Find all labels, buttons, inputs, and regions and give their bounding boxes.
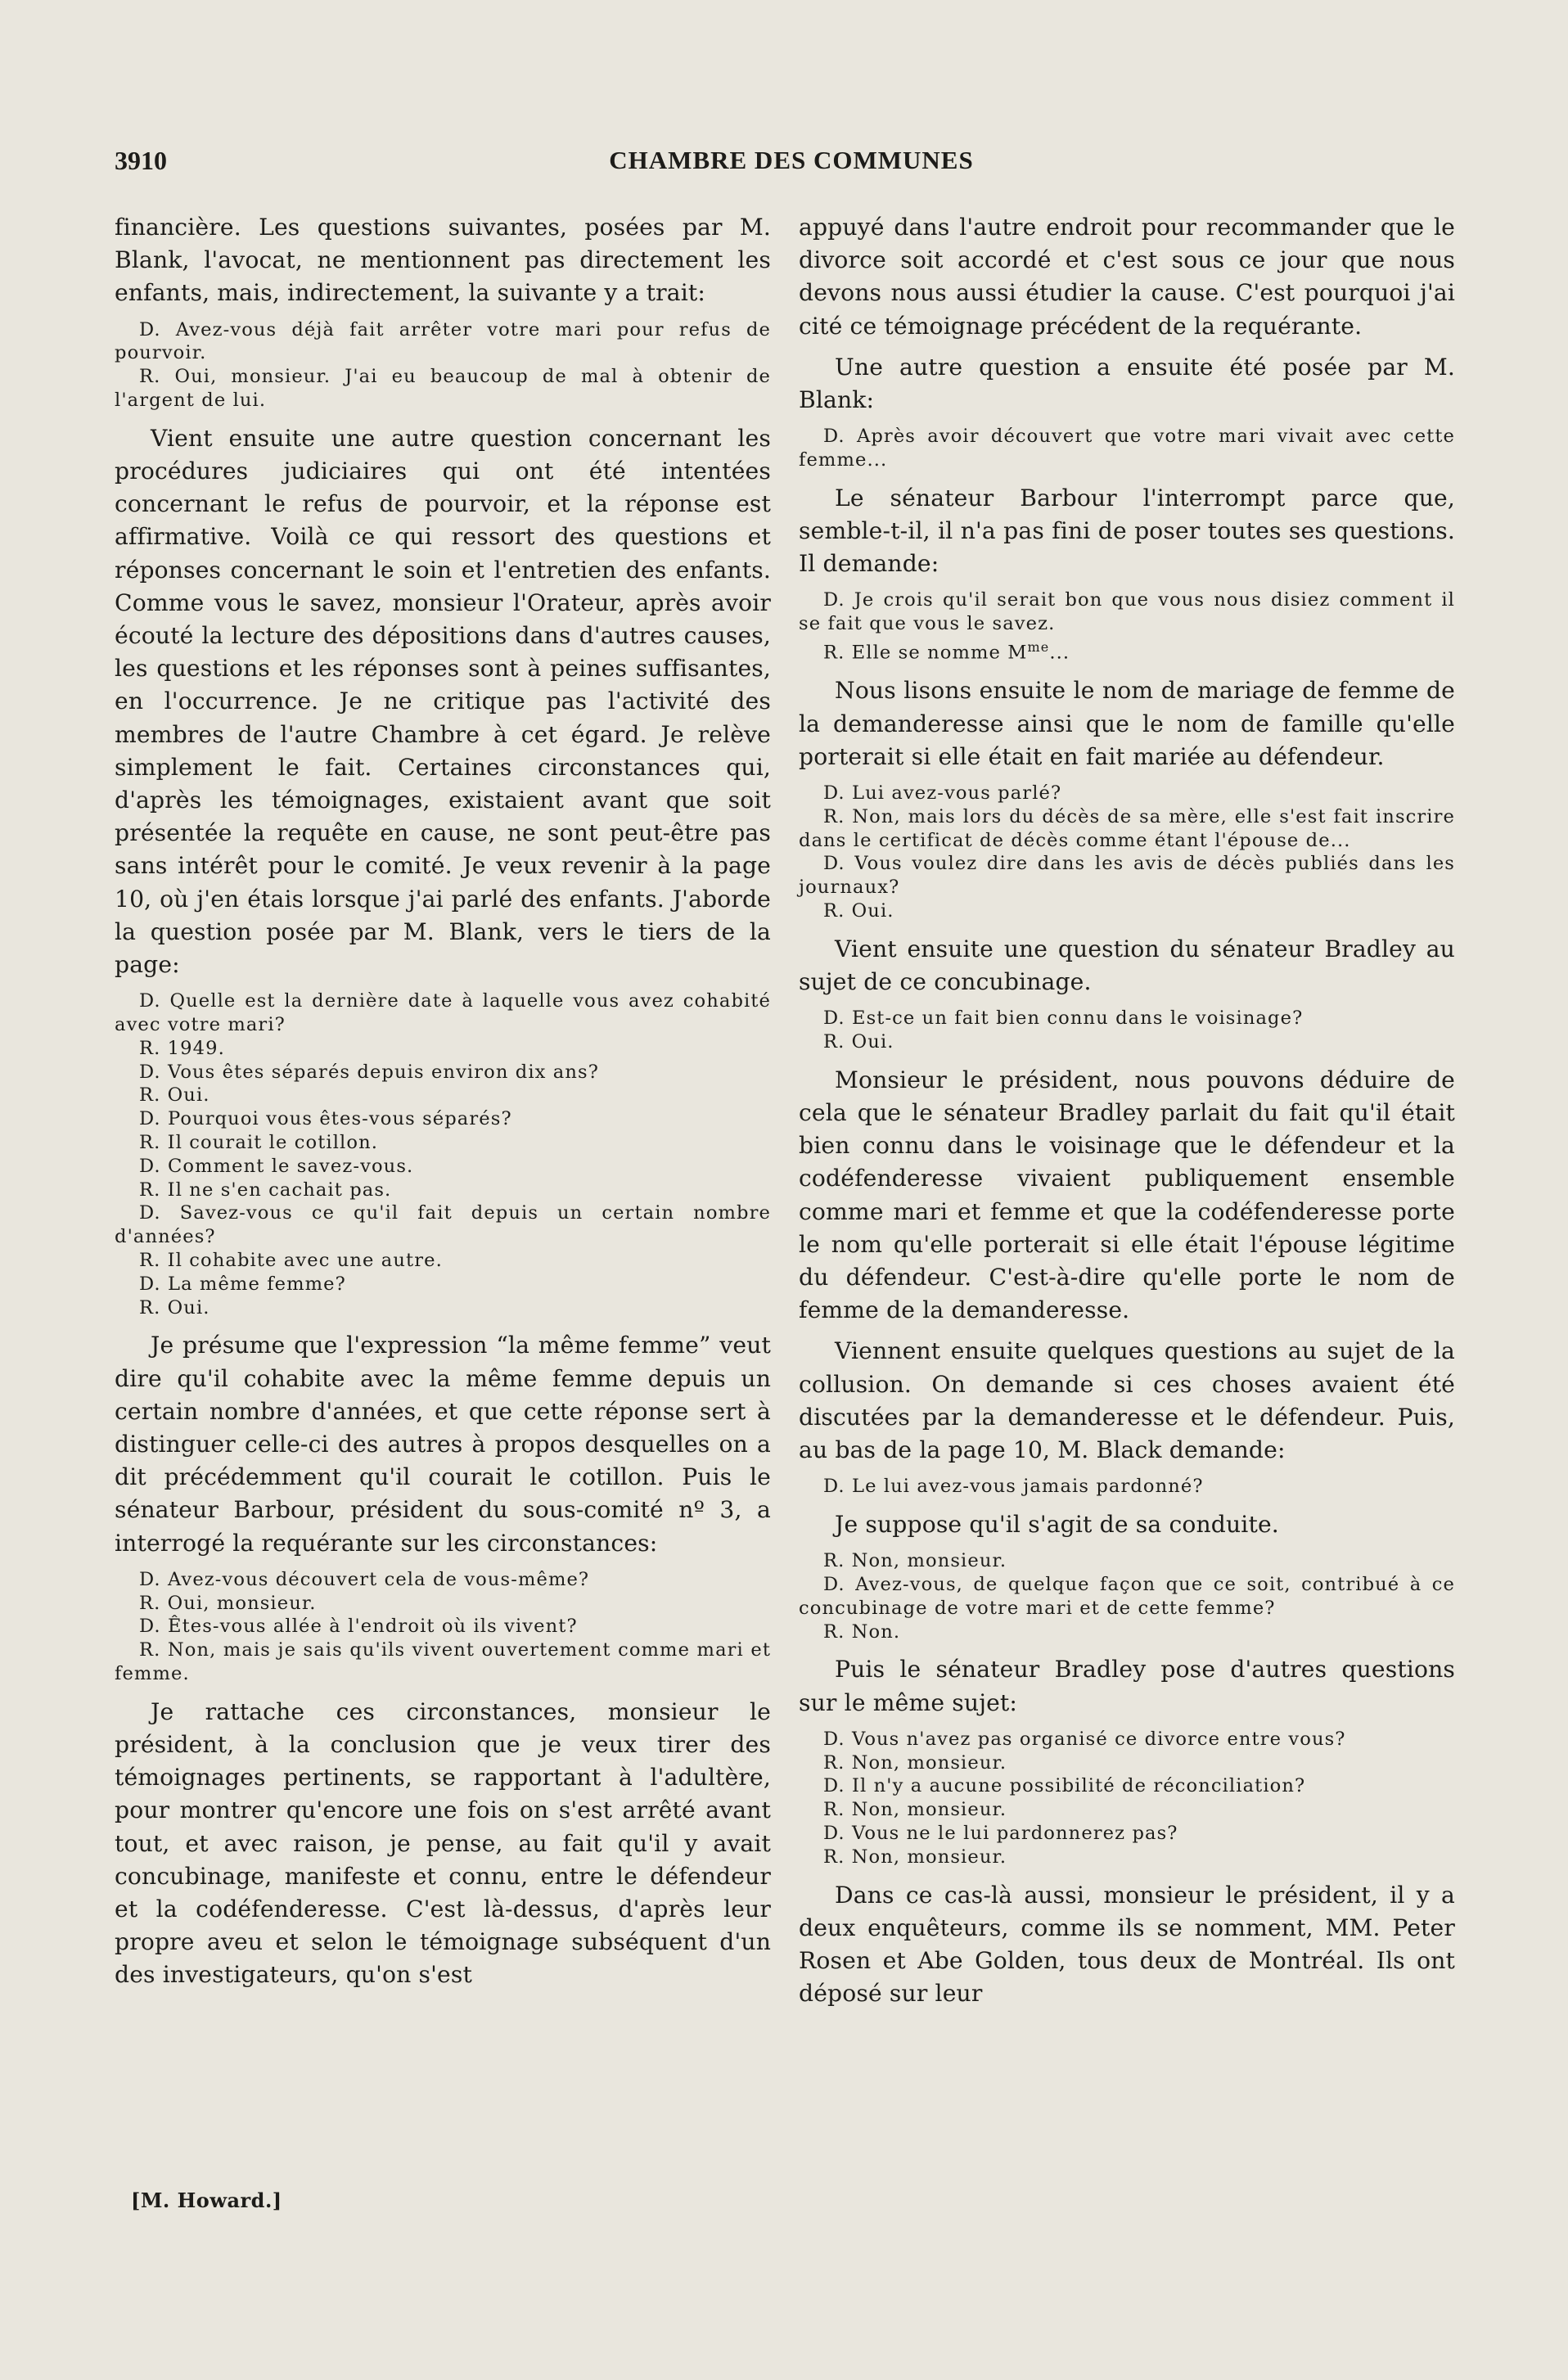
- testimony-line: D. Je crois qu'il serait bon que vous nous disiez comment il se fait que vous le savez.: [799, 589, 1455, 635]
- paragraph: Le sénateur Barbour l'interrompt parce que, semble-t-il, il n'a pas fini de poser toutes ses questions. Il demande:: [799, 484, 1455, 578]
- testimony-block: [799, 782, 1455, 923]
- paragraph: Je rattache ces circonstances, monsieur le président, à la conclusion que je veux tirer des témoignages pertinents, se rapportant à l'adultère, pour montrer qu'encore une fois on s'est arrêté avant tout, et avec raison, je pense, au fait qu'il y avait concubinage, manifeste et connu, entre le défendeur et la codéfenderesse. C'est là-dessus, d'après leur propre aveu et selon le témoignage subséquent d'un des investigateurs, qu'on s'est: [115, 1697, 771, 1989]
- paragraph: Nous lisons ensuite le nom de mariage de femme de la demanderesse ainsi que le nom de famille qu'elle porterait si elle était en fait mariée au défendeur.: [799, 677, 1455, 770]
- superscript-text: me: [1027, 639, 1050, 656]
- paragraph: financière. Les questions suivantes, posées par M. Blank, l'avocat, ne mentionnent pas directement les enfants, mais, indirectement, la suivante y a trait:: [115, 214, 771, 307]
- testimony-line: D. Avez-vous découvert cela de vous-même?: [139, 1568, 590, 1590]
- testimony-line: R. Il courait le cotillon.: [139, 1132, 379, 1154]
- testimony-block: [799, 425, 1455, 472]
- paragraph: Je présume que l'expression “la même femme” veut dire qu'il cohabite avec la même femme depuis un certain nombre d'années, et que cette réponse sert à distinguer celle-ci des autres à propos desquelles on a dit précédemment qu'il courait le cotillon. Puis le sénateur Barbour, président du sous-comité nº 3, a interrogé la requérante sur les circonstances:: [115, 1332, 771, 1557]
- testimony-block: [115, 989, 771, 1319]
- testimony-line: D. Pourquoi vous êtes-vous séparés?: [139, 1108, 512, 1130]
- testimony-line: D. Vous êtes séparés depuis environ dix ans?: [139, 1061, 599, 1083]
- paragraph: Dans ce cas-là aussi, monsieur le président, il y a deux enquêteurs, comme ils se nomment, MM. Peter Rosen et Abe Golden, tous deux de Montréal. Ils ont déposé sur leur: [799, 1881, 1455, 2008]
- testimony-block: [799, 1728, 1455, 1869]
- testimony-line: D. Lui avez-vous parlé?: [823, 782, 1062, 804]
- testimony-line: D. Vous voulez dire dans les avis de décès publiés dans les journaux?: [799, 853, 1455, 899]
- testimony-block: [115, 1568, 771, 1686]
- testimony-line: R. Oui.: [823, 1030, 894, 1053]
- paragraph: Puis le sénateur Bradley pose d'autres questions sur le même sujet:: [799, 1656, 1455, 1716]
- testimony-line: R. Non, monsieur.: [823, 1799, 1007, 1821]
- paragraph: Je suppose qu'il s'agit de sa conduite.: [835, 1510, 1279, 1538]
- testimony-line: R. Non, mais je sais qu'ils vivent ouvertement comme mari et femme.: [115, 1639, 771, 1685]
- testimony-line: R. Oui, monsieur.: [139, 1592, 317, 1614]
- testimony-line: D. Il n'y a aucune possibilité de réconciliation?: [823, 1775, 1306, 1797]
- paragraph: Vient ensuite une question du sénateur Bradley au sujet de ce concubinage.: [799, 935, 1455, 995]
- right-column: [799, 211, 1455, 2018]
- testimony-line: R. Oui.: [823, 899, 894, 922]
- page-number: 3910: [115, 146, 167, 175]
- testimony-line: D. Le lui avez-vous jamais pardonné?: [823, 1476, 1204, 1498]
- testimony-line: D. Êtes-vous allée à l'endroit où ils vivent?: [139, 1616, 578, 1638]
- testimony-block: [115, 318, 771, 412]
- page-header: [115, 146, 1468, 185]
- testimony-line: R. Non, monsieur.: [823, 1550, 1007, 1572]
- testimony-text: R. Elle se nomme M: [823, 642, 1028, 664]
- testimony-line: R. Oui, monsieur. J'ai eu beaucoup de mal à obtenir de l'argent de lui.: [115, 366, 771, 411]
- paragraph: Une autre question a ensuite été posée par M. Blank:: [799, 353, 1455, 414]
- testimony-block: [799, 588, 1455, 665]
- testimony-line: D. Savez-vous ce qu'il fait depuis un certain nombre d'années?: [115, 1202, 771, 1248]
- testimony-line: [799, 636, 1455, 665]
- testimony-line: D. La même femme?: [139, 1273, 346, 1295]
- left-column: [115, 211, 771, 2000]
- paragraph: Viennent ensuite quelques questions au sujet de la collusion. On demande si ces choses avaient été discutées par la demanderesse et le défendeur. Puis, au bas de la page 10, M. Black demande:: [799, 1337, 1455, 1463]
- testimony-text: ...: [1049, 642, 1070, 664]
- testimony-line: R. Il ne s'en cachait pas.: [139, 1179, 392, 1201]
- testimony-line: D. Avez-vous, de quelque façon que ce soit, contribué à ce concubinage de votre mari et de cette femme?: [799, 1573, 1455, 1619]
- testimony-line: D. Après avoir découvert que votre mari vivait avec cette femme...: [799, 426, 1455, 471]
- testimony-block: [799, 1007, 1455, 1054]
- testimony-line: R. Non.: [823, 1620, 901, 1643]
- testimony-block: [799, 1549, 1455, 1643]
- testimony-line: R. Il cohabite avec une autre.: [139, 1250, 443, 1272]
- testimony-line: D. Vous n'avez pas organisé ce divorce entre vous?: [823, 1728, 1346, 1750]
- testimony-line: R. Oui.: [139, 1296, 210, 1318]
- testimony-line: D. Comment le savez-vous.: [139, 1155, 414, 1177]
- paragraph: Monsieur le président, nous pouvons déduire de cela que le sénateur Bradley parlait du fait qu'il était bien connu dans le voisinage que le défendeur et la codéfenderesse vivaient publiquement ensemble comme mari et femme et que la codéfenderesse porte le nom qu'elle porterait si elle était l'épouse légitime du défendeur. C'est-à-dire qu'elle porte le nom de femme de la demanderesse.: [799, 1066, 1455, 1324]
- testimony-block: [799, 1475, 1455, 1499]
- testimony-line: D. Est-ce un fait bien connu dans le voisinage?: [823, 1007, 1304, 1030]
- testimony-line: R. Non, monsieur.: [823, 1846, 1007, 1868]
- paragraph: Vient ensuite une autre question concernant les procédures judiciaires qui ont été intentées concernant le refus de pourvoir, et la réponse est affirmative. Voilà ce qui ressort des questions et réponses concernant le soin et l'entretien des enfants. Comme vous le savez, monsieur l'Orateur, après avoir écouté la lecture des dépositions dans d'autres causes, les questions et les réponses sont à peines suffisantes, en l'occurrence. Je ne critique pas l'activité des membres de l'autre Chambre à cet égard. Je relève simplement le fait. Certaines circonstances qui, d'après les témoignages, existaient avant que soit présentée la requête en cause, ne sont peut-être pas sans intérêt pour le comité. Je veux revenir à la page 10, où j'en étais lorsque j'ai parlé des enfants. J'aborde la question posée par M. Blank, vers le tiers de la page:: [115, 424, 771, 979]
- testimony-line: D. Avez-vous déjà fait arrêter votre mari pour refus de pourvoir.: [115, 318, 771, 364]
- testimony-line: R. Non, mais lors du décès de sa mère, elle s'est fait inscrire dans le certificat de décès comme étant l'épouse de...: [799, 805, 1455, 851]
- testimony-line: D. Vous ne le lui pardonnerez pas?: [823, 1822, 1178, 1844]
- testimony-line: D. Quelle est la dernière date à laquelle vous avez cohabité avec votre mari?: [115, 990, 771, 1036]
- speaker-attribution: [M. Howard.]: [131, 2188, 282, 2212]
- testimony-line: R. 1949.: [139, 1037, 225, 1059]
- running-head-title: CHAMBRE DES COMMUNES: [609, 146, 974, 174]
- testimony-line: R. Non, monsieur.: [823, 1751, 1007, 1774]
- paragraph: appuyé dans l'autre endroit pour recommander que le divorce soit accordé et c'est sous ce jour que nous devons nous aussi étudier la cause. C'est pourquoi j'ai cité ce témoignage précédent de la requérante.: [799, 214, 1455, 340]
- testimony-line: R. Oui.: [139, 1084, 210, 1107]
